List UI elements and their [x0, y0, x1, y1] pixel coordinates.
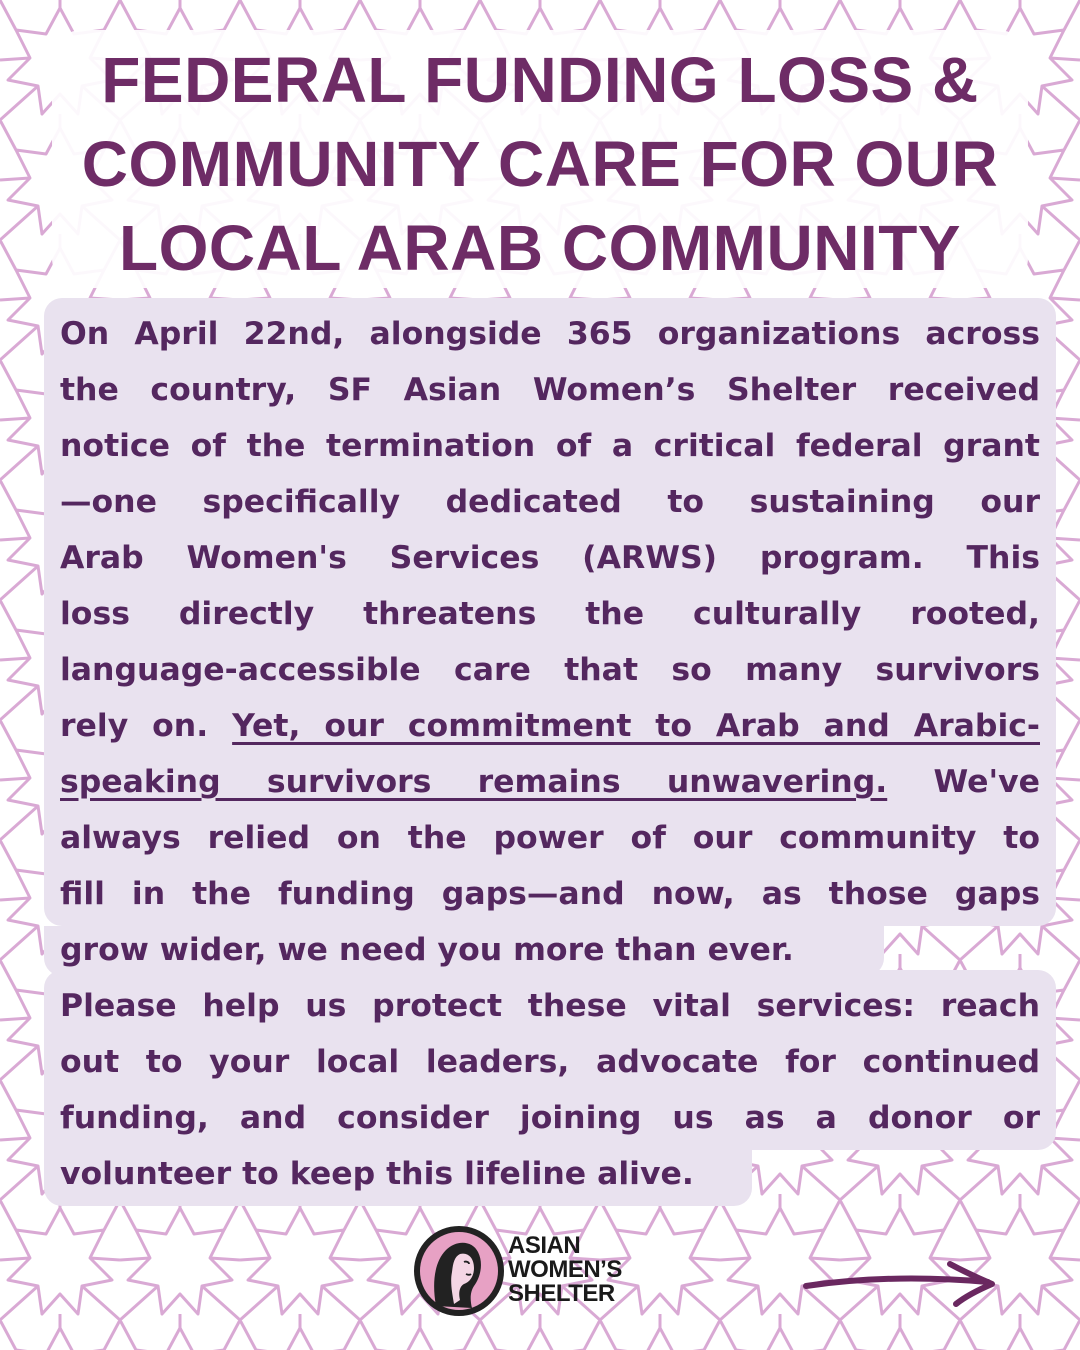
- body-line: —one specifically dedicated to sustaining our: [60, 484, 1040, 520]
- right-arrow-icon[interactable]: [800, 1258, 1000, 1308]
- body-text: rely on.: [60, 708, 233, 744]
- body-line: [60, 698, 1040, 754]
- body-line: On April 22nd, alongside 365 organizations across: [60, 316, 1040, 352]
- body-line: loss directly threatens the culturally rooted,: [60, 596, 1040, 632]
- organization-logo: [414, 1226, 664, 1318]
- body-line: out to your local leaders, advocate for continued: [60, 1044, 1040, 1080]
- title-line-1: FEDERAL FUNDING LOSS &: [101, 44, 979, 116]
- logo-line-3: SHELTER: [508, 1280, 615, 1307]
- page-title: [40, 38, 1040, 290]
- body-line: the country, SF Asian Women’s Shelter received: [60, 372, 1040, 408]
- body-line: always relied on the power of our community to: [60, 820, 1040, 856]
- emphasis-text: speaking survivors remains unwavering.: [60, 764, 888, 800]
- body-text: We've: [887, 764, 1040, 800]
- body-line: Please help us protect these vital services: reach: [60, 988, 1040, 1024]
- body-line: language-accessible care that so many survivors: [60, 652, 1040, 688]
- body-line: [60, 754, 1040, 810]
- body-line: Arab Women's Services (ARWS) program. This: [60, 540, 1040, 576]
- logo-wordmark: [508, 1234, 622, 1306]
- body-line: grow wider, we need you more than ever.: [60, 932, 794, 968]
- body-line: notice of the termination of a critical federal grant: [60, 428, 1040, 464]
- woman-portrait-icon: [414, 1226, 504, 1316]
- title-line-2: COMMUNITY CARE FOR OUR: [81, 128, 999, 200]
- logo-line-1: ASIAN: [508, 1232, 581, 1259]
- body-line: fill in the funding gaps—and now, as those gaps: [60, 876, 1040, 912]
- body-paragraph: [60, 306, 1040, 1202]
- emphasis-text: Yet, our commitment to Arab and Arabic-: [232, 708, 1040, 744]
- title-line-3: LOCAL ARAB COMMUNITY: [119, 212, 961, 284]
- logo-line-2: WOMEN’S: [508, 1256, 622, 1283]
- body-line: funding, and consider joining us as a donor or: [60, 1100, 1040, 1136]
- body-line: volunteer to keep this lifeline alive.: [60, 1156, 694, 1192]
